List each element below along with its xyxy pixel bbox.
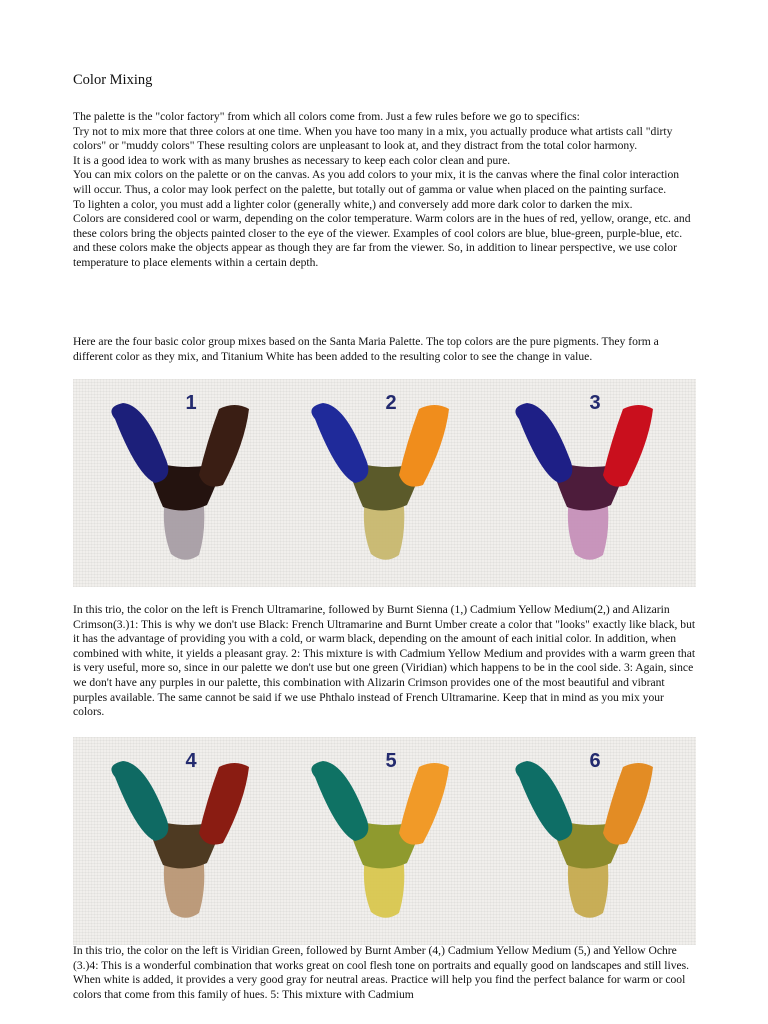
intro-paragraph: You can mix colors on the palette or on the canvas. As you add colors to your mix, it is the canvas where the final color interaction will occur. Thus, a color may look perfect on the palette, but totally out of gamma or value when placed on the painting surface. [73, 168, 680, 196]
right-pigment-stroke [603, 405, 653, 487]
right-pigment-stroke [603, 763, 653, 845]
right-pigment-stroke [399, 763, 449, 845]
paint-swatch [515, 750, 653, 918]
left-pigment-stroke [515, 761, 572, 841]
swatch-number: 1 [185, 392, 197, 414]
left-pigment-stroke [515, 403, 572, 483]
right-pigment-stroke [399, 405, 449, 487]
swatch-number: 5 [385, 750, 397, 772]
right-pigment-stroke [199, 763, 249, 845]
left-pigment-stroke [311, 761, 368, 841]
intro-paragraph: The palette is the "color factory" from which all colors come from. Just a few rules before we go to specifics: [73, 110, 580, 123]
palette-intro-paragraph: Here are the four basic color group mixes based on the Santa Maria Palette. The top colors are the pure pigments. They form a different color as they mix, and Titanium White has been added to the resulting color to see the change in value. [73, 335, 659, 363]
swatch-image-trio-2 [73, 737, 696, 945]
swatch-number: 4 [185, 750, 197, 772]
intro-paragraph: Colors are considered cool or warm, depending on the color temperature. Warm colors are in the hues of red, yellow, orange, etc. and these colors bring the objects painted closer to the eye of the viewer. Examples of cool colors are blue, blue-green, purple-blue, etc. and these colors make the objects appear as though they are far from the viewer. So, in addition to linear perspective, we use color temperature to place elements within a certain depth. [73, 212, 691, 269]
intro-paragraph: It is a good idea to work with as many brushes as necessary to keep each color clean and pure. [73, 153, 511, 167]
intro-paragraph: Try not to mix more that three colors at one time. When you have too many in a mix, you actually produce what artists call "dirty colors" or "muddy colors" These resulting colors are unpleasant to look at, and they distract from the total color harmony. [73, 124, 673, 153]
paint-swatch [515, 392, 653, 560]
trio-1-description: In this trio, the color on the left is French Ultramarine, followed by Burnt Sienna (1,) Cadmium Yellow Medium(2,) and Alizarin Crimson(3.)1: This is why we don't use Black: French Ultramarine and Burnt Umber create a color that "looks" exactly like black, but it has the advantage of providing you with a cold, or warm black, depending on the amount of each initial color. In addition, when combined with white, it yields a pleasant gray. 2: This mixture is with Cadmium Yellow Medium and provides with a warm green that is very useful, more so, since in our palette we don't use but one green (Viridian) which happens to be in the cool side. 3: Again, since we don't have any purples in our palette, this combination with Alizarin Crimson provides one of the most beautiful and vibrant purples available. The same cannot be said if we use Phthalo instead of French Ultramarine. Keep that in mind as you mix your colors. [73, 603, 696, 719]
right-pigment-stroke [199, 405, 249, 487]
intro-paragraph: To lighten a color, you must add a lighter color (generally white,) and conversely add more dark color to darken the mix. [73, 197, 633, 211]
left-pigment-stroke [311, 403, 368, 483]
paint-swatch [111, 392, 249, 560]
left-pigment-stroke [111, 761, 168, 841]
swatch-image-trio-1 [73, 379, 696, 587]
swatch-number: 2 [385, 392, 397, 414]
swatch-number: 3 [589, 392, 601, 414]
page-title: Color Mixing [73, 72, 153, 88]
swatch-svg-trio-1 [73, 379, 696, 587]
left-pigment-stroke [111, 403, 168, 483]
paint-swatch [111, 750, 249, 918]
swatch-svg-trio-2 [73, 737, 696, 945]
paint-swatch [311, 392, 449, 560]
trio-2-description: In this trio, the color on the left is Viridian Green, followed by Burnt Amber (4,) Cadmium Yellow Medium (5,) and Yellow Ochre (3.)4: This is a wonderful combination that works great on cool flesh tone on portraits and equally good on landscapes and still lives. When white is added, it provides a very good gray for neutral areas. Practice will help you find the perfect balance for warm or cool colors that come from this family of hues. 5: This mixture with Cadmium [73, 944, 690, 1001]
paint-swatch [311, 750, 449, 918]
swatch-number: 6 [589, 750, 601, 772]
intro-section [73, 110, 697, 271]
